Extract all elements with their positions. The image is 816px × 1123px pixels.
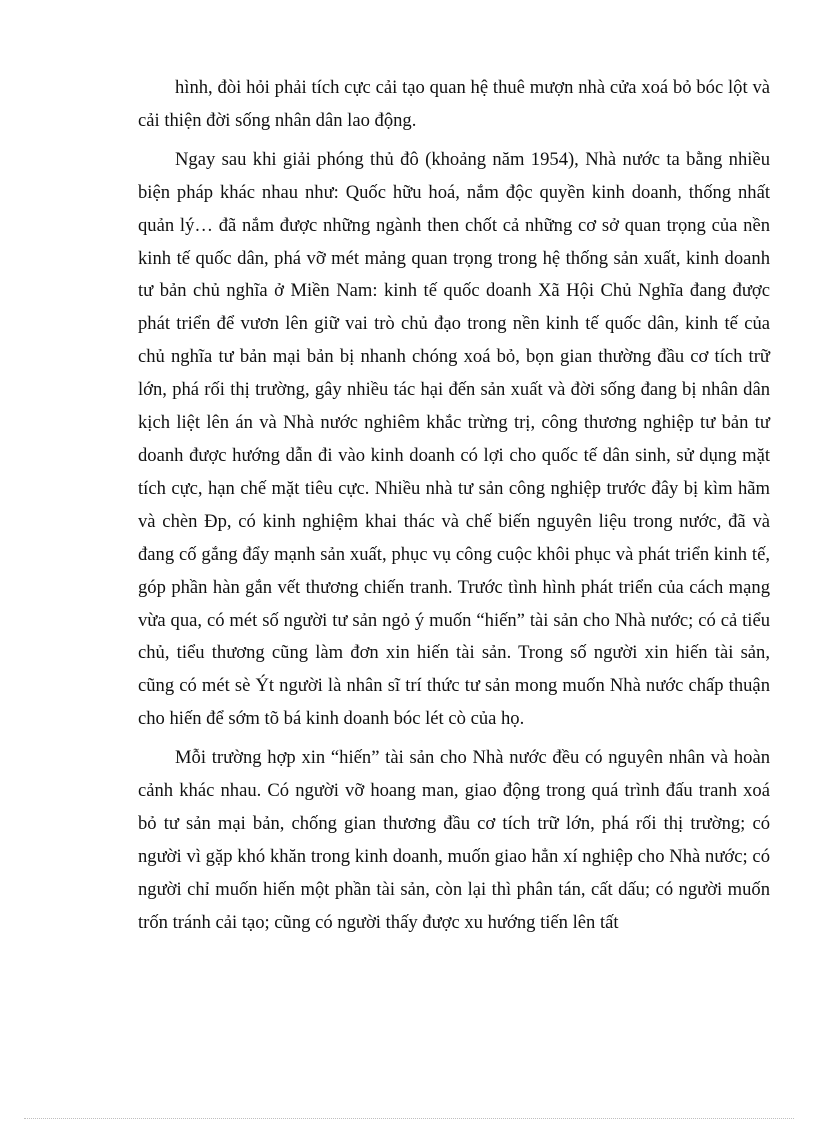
page-bottom-divider bbox=[24, 1118, 794, 1119]
body-text bbox=[138, 72, 770, 946]
paragraph-continuation: hình, đòi hỏi phải tích cực cải tạo quan hệ thuê mượn nhà cửa xoá bỏ bóc lột và cải thiện đời sống nhân dân lao động. bbox=[138, 77, 770, 131]
paragraph-donation-cases: Mỗi trường hợp xin “hiến” tài sản cho Nhà nước đều có nguyên nhân và hoàn cảnh khác nhau. Có người vỡ hoang man, giao động trong quá trình đấu tranh xoá bỏ tư sản mại bản, chống gian thương đầu cơ tích trữ lớn, phá rối thị trường; có người vì gặp khó khăn trong kinh doanh, muốn giao hẳn xí nghiệp cho Nhà nước; có người chỉ muốn hiến một phần tài sản, còn lại thì phân tán, cất dấu; có người muốn trốn tránh cải tạo; cũng có người thấy được xu hướng tiến lên tất bbox=[138, 747, 770, 933]
paragraph-liberation-policy: Ngay sau khi giải phóng thủ đô (khoảng năm 1954), Nhà nước ta bằng nhiều biện pháp khác nhau như: Quốc hữu hoá, nắm độc quyền kinh doanh, thống nhất quản lý… đã nắm được những ngành then chốt cả những cơ sở quan trọng của nền kinh tế quốc dân, phá vỡ mét mảng quan trọng trong hệ thống sản xuất, kinh doanh tư bản chủ nghĩa ở Miền Nam: kinh tế quốc doanh Xã Hội Chủ Nghĩa đang được phát triển để vươn lên giữ vai trò chủ đạo trong nền kinh tế quốc dân, kinh tế của chủ nghĩa tư bản mại bản bị nhanh chóng xoá bỏ, bọn gian thường đầu cơ tích trữ lớn, phá rối thị trường, gây nhiều tác hại đến sản xuất và đời sống đang bị nhân dân kịch liệt lên án và Nhà nước nghiêm khắc trừng trị, công thương nghiệp tư bản tư doanh được hướng dẫn đi vào kinh doanh có lợi cho quốc tế dân sinh, sử dụng mặt tích cực, hạn chế mặt tiêu cực. Nhiều nhà tư sản công nghiệp trước đây bị kìm hãm và chèn Ðp, có kinh nghiệm khai thác và chế biến nguyên liệu trong nước, đã và đang cố gắng đẩy mạnh sản xuất, phục vụ công cuộc khôi phục và phát triển kinh tế, góp phần hàn gắn vết thương chiến tranh. Trước tình hình phát triển của cách mạng vừa qua, có mét số người tư sản ngỏ ý muốn “hiến” tài sản cho Nhà nước; có cả tiểu chủ, tiểu thương cũng làm đơn xin hiến tài sản. Trong số người xin hiến tài sản, cũng có mét sè Ýt người là nhân sĩ trí thức tư sản mong muốn Nhà nước chấp thuận cho hiến để sớm tõ bá kinh doanh bóc lét cò của họ. bbox=[138, 148, 770, 730]
